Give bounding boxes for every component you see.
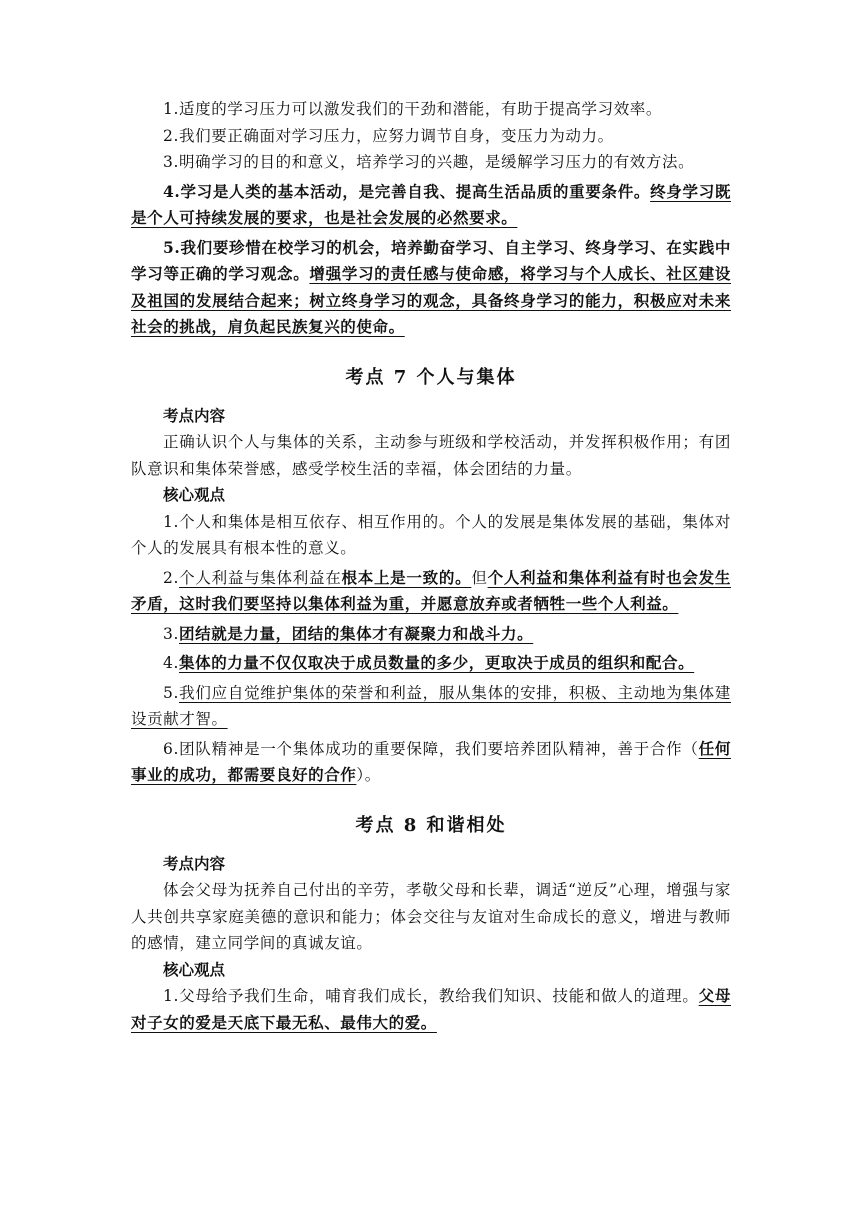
s8-point-1-a: 1.父母给予我们生命，哺育我们成长，教给我们知识、技能和做人的道理。: [163, 987, 699, 1005]
s8-content: 体会父母为抚养自己付出的辛劳，孝敬父母和长辈，调适“逆反”心理，增强与家人共创共享家庭美德的意识和能力；体会交往与友谊对生命成长的意义，增进与教师的感情，建立同学间的真诚友谊。: [131, 881, 731, 952]
s7-point-6-a: 6.团队精神是一个集体成功的重要保障，我们要培养团队精神，善于合作（: [163, 739, 699, 758]
document-page: [131, 96, 731, 1036]
s7-point-3: [131, 621, 731, 648]
s6-point-5: [131, 235, 731, 341]
s6-point-5-a: 5.我们要珍惜在校学习的机会，培养勤奋学习、自主学习、终身学习、在实践中学习等正确的学习观念。: [131, 237, 731, 283]
s6-point-4-a: 4.学习是人类的基本活动，是完善自我、提高生活品质的重要条件。: [163, 181, 651, 201]
s7-core-heading: 核心观点: [163, 485, 226, 504]
s7-point-4-num: 4.: [163, 654, 179, 672]
s7-point-2-num: 2.: [163, 568, 179, 587]
s7-point-3-num: 3.: [163, 624, 179, 643]
s6-point-4: [131, 179, 731, 232]
s6-point-5-b: 增强学习的责任感与使命感，将学习与个人成长、社区建设及祖国的发展结合起来；树立终身学习的观念，具备终身学习的能力，积极应对未来社会的挑战，肩负起民族复兴的使命。: [131, 264, 731, 336]
s7-point-1: 1.个人和集体是相互依存、相互作用的。个人的发展是集体发展的基础，集体对个人的发展具有根本性的意义。: [131, 512, 731, 557]
s7-point-6-c: ）。: [356, 766, 381, 784]
s6-point-1: 1.适度的学习压力可以激发我们的干劲和潜能，有助于提高学习效率。: [163, 100, 662, 118]
s7-point-2-d: 个人利益和集体利益有时也会发生矛盾，这时我们要坚持以集体利益为重，并愿意放弃或者牺牲一些个人利益。: [131, 567, 731, 613]
s7-content-heading: 考点内容: [163, 405, 226, 425]
s7-point-2-b: 根本上是一致的。: [341, 567, 472, 587]
s7-point-6: [131, 736, 731, 789]
s8-content-heading: 考点内容: [163, 853, 226, 873]
s7-point-5-text: 我们应自觉维护集体的荣誉和利益，服从集体的安排，积极、主动地为集体建设贡献才智。: [131, 683, 731, 728]
s8-point-1: [131, 983, 731, 1036]
s7-point-2-a: 个人利益与集体利益在: [179, 568, 342, 587]
s7-point-5: [131, 680, 731, 733]
s7-point-2-c: 但: [471, 568, 488, 587]
s7-point-5-num: 5.: [163, 683, 179, 702]
s7-point-3-text: 团结就是力量，团结的集体才有凝聚力和战斗力。: [179, 623, 534, 643]
s7-point-4: [131, 650, 731, 677]
s8-core-heading: 核心观点: [163, 959, 226, 979]
section-7-title: 考点 7 个人与集体: [345, 366, 517, 388]
s7-content: 正确认识个人与集体的关系，主动参与班级和学校活动，并发挥积极作用；有团队意识和集体荣誉感，感受学校生活的幸福，体会团结的力量。: [131, 433, 731, 478]
s6-point-3: 3.明确学习的目的和意义，培养学习的兴趣，是缓解学习压力的有效方法。: [163, 153, 695, 171]
s7-point-4-text: 集体的力量不仅仅取决于成员数量的多少，更取决于成员的组织和配合。: [179, 653, 695, 672]
s7-point-6-b: 任何事业的成功，都需要良好的合作: [131, 738, 731, 784]
section-8-title: 考点 8 和谐相处: [355, 814, 507, 836]
s7-point-2: [131, 565, 731, 618]
s6-point-4-b: 终身学习既是个人可持续发展的要求，也是社会发展的必然要求。: [131, 181, 731, 227]
s8-point-1-b: 父母对子女的爱是天底下最无私、最伟大的爱。: [131, 986, 731, 1032]
s6-point-2: 2.我们要正确面对学习压力，应努力调节自身，变压力为动力。: [163, 126, 614, 145]
